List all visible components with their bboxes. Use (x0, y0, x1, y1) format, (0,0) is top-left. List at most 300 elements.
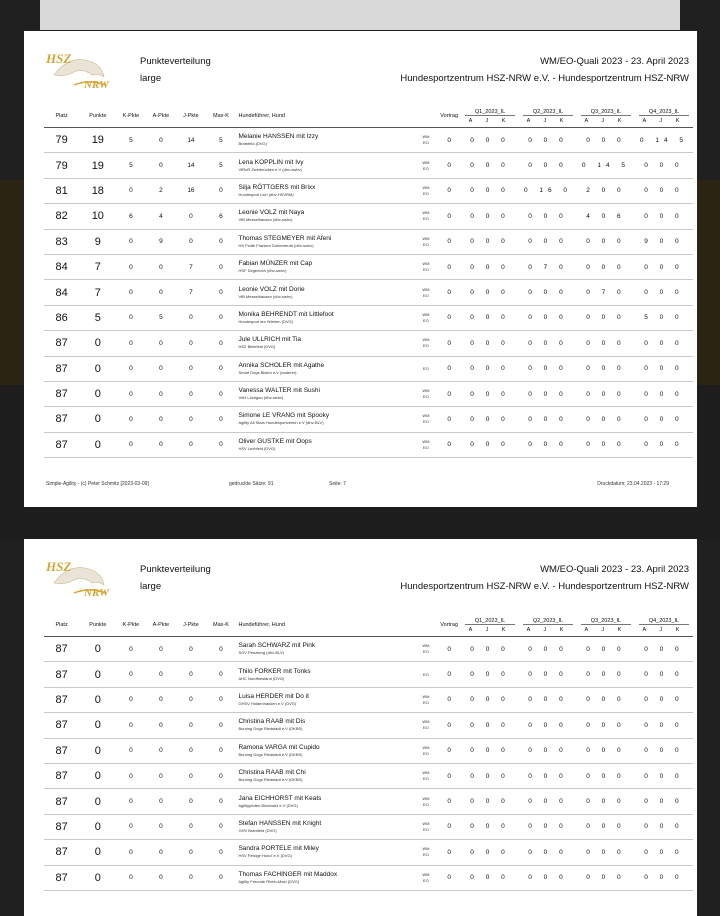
qualification-flag: EO (422, 140, 429, 146)
cell-k-pkte: 0 (116, 637, 145, 662)
cell-handler (236, 687, 414, 712)
table-row (44, 331, 693, 356)
cell-handler (236, 305, 414, 330)
cell-we-eo (415, 407, 438, 432)
cell-q4: 0 0 0 (635, 814, 693, 839)
cell-q4: 0 0 0 (635, 662, 693, 687)
cell-q1: 0 0 0 (461, 789, 519, 814)
col-q4: Q4_2023_IL A J K (635, 614, 693, 637)
table-row (44, 738, 693, 763)
cell-max-k: 0 (205, 738, 236, 763)
header-left (140, 53, 211, 87)
cell-q3: 0 0 0 (577, 687, 635, 712)
qualification-flag: WM (422, 795, 430, 801)
cell-punkte: 0 (79, 407, 116, 432)
qualification-flag: WM (422, 413, 430, 419)
organizer: Hundesportzentrum HSZ-NRW e.V. - Hundesportzentrum HSZ-NRW (400, 581, 689, 592)
cell-vortrag: 0 (437, 331, 461, 356)
cell-q2: 0 0 0 (519, 789, 577, 814)
table-header-row (44, 614, 693, 637)
handler-dog-name: Leonie VOLZ mit Dorie (238, 285, 305, 293)
cell-platz: 87 (44, 407, 79, 432)
handler-dog-name: Silja RÖTTGERS mit Brixx (238, 183, 316, 191)
cell-we-eo (415, 840, 438, 865)
cell-q1: 0 0 0 (461, 178, 519, 203)
cell-max-k: 0 (205, 637, 236, 662)
cell-platz: 87 (44, 637, 79, 662)
footer-page-number: Seite: 7 (329, 481, 346, 487)
col-q1: Q1_2023_IL A J K (461, 614, 519, 637)
cell-q4: 0 0 0 (635, 331, 693, 356)
cell-q1: 0 0 0 (461, 432, 519, 457)
cell-vortrag: 0 (437, 229, 461, 254)
cell-q4: 0 0 0 (635, 407, 693, 432)
table-row (44, 381, 693, 406)
table-row (44, 229, 693, 254)
cell-q2: 0 16 0 (519, 178, 577, 203)
cell-q1: 0 0 0 (461, 305, 519, 330)
cell-a-pkte: 0 (145, 687, 176, 712)
qualification-flag: EO (422, 216, 429, 222)
cell-j-pkte: 7 (176, 280, 205, 305)
qualification-flag: EO (422, 317, 429, 323)
cell-a-pkte: 0 (145, 763, 176, 788)
cell-q3: 0 0 0 (577, 637, 635, 662)
cell-j-pkte: 0 (176, 865, 205, 890)
table-row (44, 432, 693, 457)
cell-j-pkte: 7 (176, 254, 205, 279)
cell-q3: 0 14 5 (577, 153, 635, 178)
handler-dog-name: Christina RAAB mit Chi (238, 769, 306, 777)
cell-vortrag: 0 (437, 662, 461, 687)
cell-max-k: 0 (205, 814, 236, 839)
qualification-flag: WM (422, 337, 430, 343)
cell-j-pkte: 0 (176, 331, 205, 356)
cell-q1: 0 0 0 (461, 713, 519, 738)
table-row (44, 305, 693, 330)
qualification-flag: EO (422, 292, 429, 298)
cell-we-eo (415, 432, 438, 457)
previous-page-strip (40, 0, 680, 30)
cell-handler (236, 178, 414, 203)
col-q4: Q4_2023_IL A J K (635, 105, 693, 128)
qualification-flag: WM (422, 134, 430, 140)
qualification-flag: WM (422, 311, 430, 317)
cell-handler (236, 814, 414, 839)
cell-vortrag: 0 (437, 713, 461, 738)
cell-q2: 0 0 0 (519, 840, 577, 865)
cell-q1: 0 0 0 (461, 763, 519, 788)
cell-platz: 87 (44, 662, 79, 687)
cell-handler (236, 204, 414, 229)
cell-k-pkte: 0 (116, 280, 145, 305)
logo-text-nrw: NRW (84, 587, 109, 599)
logo-text-hsz: HSZ (46, 559, 72, 574)
handler-dog-name: Luisa HERDER mit Do it (238, 692, 309, 700)
cell-we-eo (415, 763, 438, 788)
hsz-nrw-logo (44, 553, 114, 607)
cell-platz: 87 (44, 814, 79, 839)
cell-q2: 0 0 0 (519, 381, 577, 406)
handler-dog-name: Thomas STEGMEYER mit Afeni (238, 234, 332, 242)
cell-a-pkte: 0 (145, 432, 176, 457)
cell-punkte: 10 (79, 204, 116, 229)
cell-j-pkte: 14 (176, 153, 205, 178)
cell-q4: 0 0 0 (635, 254, 693, 279)
cell-handler (236, 128, 414, 153)
cell-a-pkte: 0 (145, 865, 176, 890)
cell-vortrag: 0 (437, 738, 461, 763)
handler-dog-name: Thilo FORKER mit Tonks (238, 667, 311, 675)
footer-printed-count: gedruckte Sätze: 91 (229, 481, 274, 487)
cell-q3: 0 0 0 (577, 840, 635, 865)
col-platz: Platz (44, 614, 79, 637)
cell-k-pkte: 0 (116, 331, 145, 356)
cell-a-pkte: 0 (145, 331, 176, 356)
cell-punkte: 0 (79, 331, 116, 356)
handler-dog-name: Vanessa WALTER mit Sushi (238, 387, 320, 395)
qualification-flag: EO (422, 419, 429, 425)
cell-q1: 0 0 0 (461, 128, 519, 153)
cell-j-pkte: 16 (176, 178, 205, 203)
table-row (44, 153, 693, 178)
qualification-flag: EO (422, 649, 429, 655)
table-row (44, 407, 693, 432)
qualification-flag: WM (422, 210, 430, 216)
cell-a-pkte: 0 (145, 128, 176, 153)
cell-j-pkte: 0 (176, 407, 205, 432)
qualification-flag: WM (422, 820, 430, 826)
cell-a-pkte: 0 (145, 280, 176, 305)
cell-k-pkte: 0 (116, 865, 145, 890)
cell-k-pkte: 0 (116, 789, 145, 814)
cell-q3: 2 0 0 (577, 178, 635, 203)
event-title: WM/EO-Quali 2023 - 23. April 2023 (540, 564, 689, 575)
cell-punkte: 0 (79, 865, 116, 890)
report-title: Punkteverteilung (140, 56, 211, 67)
cell-handler (236, 254, 414, 279)
col-q1: Q1_2023_IL A J K (461, 105, 519, 128)
club-name: HSV Lechfeld (DVG) (238, 445, 276, 451)
col-vortrag: Vortrag (437, 105, 461, 128)
cell-q3: 0 7 0 (577, 280, 635, 305)
cell-k-pkte: 0 (116, 814, 145, 839)
col-k-pkte: K-Pkte (116, 614, 145, 637)
cell-platz: 87 (44, 687, 79, 712)
cell-q1: 0 0 0 (461, 637, 519, 662)
cell-q4: 0 0 0 (635, 356, 693, 381)
cell-q2: 0 0 0 (519, 229, 577, 254)
cell-q1: 0 0 0 (461, 687, 519, 712)
cell-platz: 87 (44, 865, 79, 890)
cell-we-eo (415, 738, 438, 763)
cell-platz: 83 (44, 229, 79, 254)
cell-we-eo (415, 662, 438, 687)
table-row (44, 128, 693, 153)
col-platz: Platz (44, 105, 79, 128)
cell-max-k: 0 (205, 178, 236, 203)
cell-j-pkte: 0 (176, 738, 205, 763)
ranking-table (44, 614, 693, 891)
cell-a-pkte: 0 (145, 662, 176, 687)
table-row (44, 280, 693, 305)
cell-q4: 0 0 0 (635, 763, 693, 788)
cell-q1: 0 0 0 (461, 407, 519, 432)
cell-platz: 79 (44, 153, 79, 178)
cell-q2: 0 7 0 (519, 254, 577, 279)
qualification-flag: WM (422, 261, 430, 267)
table-row (44, 662, 693, 687)
cell-we-eo (415, 356, 438, 381)
table-row (44, 814, 693, 839)
cell-we-eo (415, 814, 438, 839)
cell-j-pkte: 0 (176, 204, 205, 229)
cell-punkte: 0 (79, 432, 116, 457)
cell-a-pkte: 5 (145, 305, 176, 330)
cell-q4: 0 0 0 (635, 204, 693, 229)
cell-max-k: 0 (205, 865, 236, 890)
table-row (44, 254, 693, 279)
cell-max-k: 6 (205, 204, 236, 229)
cell-max-k: 0 (205, 254, 236, 279)
cell-vortrag: 0 (437, 280, 461, 305)
cell-q2: 0 0 0 (519, 662, 577, 687)
cell-a-pkte: 9 (145, 229, 176, 254)
cell-we-eo (415, 254, 438, 279)
col-handler: Hundeführer, Hund (236, 105, 414, 128)
cell-max-k: 0 (205, 432, 236, 457)
cell-k-pkte: 0 (116, 356, 145, 381)
qualification-flag: EO (422, 267, 429, 273)
handler-dog-name: Sarah SCHWARZ mit Pink (238, 642, 316, 650)
cell-platz: 87 (44, 713, 79, 738)
cell-q3: 0 0 0 (577, 814, 635, 839)
cell-j-pkte: 0 (176, 713, 205, 738)
cell-a-pkte: 2 (145, 178, 176, 203)
cell-max-k: 0 (205, 229, 236, 254)
cell-we-eo (415, 178, 438, 203)
cell-punkte: 0 (79, 840, 116, 865)
cell-q4: 0 0 0 (635, 153, 693, 178)
club-name: Agility All Stars Hundesportverein e.V (dhv-BLV) (238, 420, 324, 426)
cell-a-pkte: 0 (145, 254, 176, 279)
club-name: HSZ Bielefeld (DVG) (238, 344, 276, 350)
cell-j-pkte: 0 (176, 662, 205, 687)
club-name: Agilitypfoten Blochwitz e.V (DVG) (238, 802, 298, 808)
cell-q3: 0 0 0 (577, 229, 635, 254)
club-name: Hundesport Lich (dhv-HSVRM) (238, 191, 294, 197)
cell-a-pkte: 0 (145, 407, 176, 432)
cell-k-pkte: 0 (116, 407, 145, 432)
organizer: Hundesportzentrum HSZ-NRW e.V. - Hundesportzentrum HSZ-NRW (400, 73, 689, 84)
club-name: Agility Freunde Rhein-Main (DVG) (238, 878, 300, 884)
qualification-flag: EO (422, 343, 429, 349)
cell-k-pkte: 5 (116, 128, 145, 153)
cell-handler (236, 381, 414, 406)
cell-k-pkte: 0 (116, 381, 145, 406)
qualification-flag: EO (422, 241, 429, 247)
handler-dog-name: Monika BEHRENDT mit Littlefoot (238, 310, 334, 318)
cell-k-pkte: 0 (116, 254, 145, 279)
cell-handler (236, 153, 414, 178)
cell-we-eo (415, 381, 438, 406)
handler-dog-name: Annika SCHOLER mit Agathe (238, 361, 325, 369)
header-right (400, 53, 689, 87)
cell-q3: 0 0 0 (577, 305, 635, 330)
handler-dog-name: Ramona VARGA mit Cupido (238, 743, 320, 751)
col-j-pkte: J-Pkte (176, 614, 205, 637)
cell-k-pkte: 0 (116, 713, 145, 738)
col-max-k: Max-K (205, 614, 236, 637)
qualification-flag: WM (422, 235, 430, 241)
cell-k-pkte: 0 (116, 763, 145, 788)
size-class: large (140, 581, 162, 592)
cell-punkte: 0 (79, 381, 116, 406)
cell-punkte: 0 (79, 637, 116, 662)
qualification-flag: EO (422, 750, 429, 756)
cell-platz: 87 (44, 331, 79, 356)
header-right (400, 561, 689, 595)
cell-q3: 0 0 0 (577, 662, 635, 687)
cell-platz: 87 (44, 763, 79, 788)
cell-vortrag: 0 (437, 763, 461, 788)
cell-platz: 87 (44, 381, 79, 406)
cell-handler (236, 713, 414, 738)
club-name: SGV Penzberg (dhv-BLV) (238, 650, 284, 656)
cell-q4: 0 0 0 (635, 178, 693, 203)
cell-max-k: 5 (205, 153, 236, 178)
cell-q1: 0 0 0 (461, 840, 519, 865)
cell-handler (236, 763, 414, 788)
col-punkte: Punkte (79, 614, 116, 637)
cell-platz: 84 (44, 254, 79, 279)
cell-j-pkte: 0 (176, 229, 205, 254)
cell-we-eo (415, 153, 438, 178)
cell-platz: 86 (44, 305, 79, 330)
footer-print-date: Druckdatum: 23.04.2023 - 17:29 (597, 481, 669, 487)
cell-platz: 87 (44, 432, 79, 457)
cell-j-pkte: 0 (176, 814, 205, 839)
cell-platz: 87 (44, 738, 79, 763)
qualification-flag: EO (422, 801, 429, 807)
cell-we-eo (415, 865, 438, 890)
qualification-flag: WM (422, 184, 430, 190)
cell-q2: 0 0 0 (519, 865, 577, 890)
club-name: VfRuR Zweibrücken e.V (dhv-swhv) (238, 166, 302, 172)
cell-j-pkte: 0 (176, 432, 205, 457)
cell-q1: 0 0 0 (461, 254, 519, 279)
cell-q3: 0 0 0 (577, 738, 635, 763)
qualification-flag: EO (422, 394, 429, 400)
cell-q4: 0 0 0 (635, 687, 693, 712)
qualification-flag: WM (422, 871, 430, 877)
cell-we-eo (415, 789, 438, 814)
cell-j-pkte: 0 (176, 789, 205, 814)
cell-k-pkte: 0 (116, 305, 145, 330)
club-name: HSV Fetzige Hund' e.V (DVG) (238, 853, 292, 859)
cell-vortrag: 0 (437, 789, 461, 814)
cell-vortrag: 0 (437, 305, 461, 330)
cell-q3: 0 0 0 (577, 381, 635, 406)
club-name: Hundesport am Wiehen (DVG) (238, 318, 293, 324)
cell-punkte: 0 (79, 356, 116, 381)
handler-dog-name: Christina RAAB mit Dis (238, 718, 306, 726)
cell-a-pkte: 0 (145, 713, 176, 738)
result-page-2 (24, 539, 697, 916)
cell-punkte: 0 (79, 662, 116, 687)
table-row (44, 356, 693, 381)
club-name: Smart Dogs Bisten e.V (anderer) (238, 369, 297, 375)
cell-vortrag: 0 (437, 128, 461, 153)
cell-punkte: 0 (79, 763, 116, 788)
cell-handler (236, 407, 414, 432)
cell-q3: 0 0 0 (577, 713, 635, 738)
cell-vortrag: 0 (437, 840, 461, 865)
cell-q1: 0 0 0 (461, 356, 519, 381)
cell-handler (236, 738, 414, 763)
cell-punkte: 0 (79, 713, 116, 738)
club-name: VdH Löchgau (dhv-swhv) (238, 395, 284, 401)
cell-handler (236, 280, 414, 305)
event-title: WM/EO-Quali 2023 - 23. April 2023 (540, 56, 689, 67)
col-a-pkte: A-Pkte (145, 614, 176, 637)
cell-punkte: 0 (79, 814, 116, 839)
cell-we-eo (415, 331, 438, 356)
cell-q2: 0 0 0 (519, 407, 577, 432)
cell-platz: 87 (44, 840, 79, 865)
cell-q3: 0 0 0 (577, 407, 635, 432)
qualification-flag: EO (422, 699, 429, 705)
result-page-1 (24, 31, 697, 507)
cell-max-k: 0 (205, 789, 236, 814)
hsz-nrw-logo (44, 45, 114, 99)
qualification-flag: WM (422, 438, 430, 444)
table-row (44, 763, 693, 788)
handler-dog-name: Simone LE VRANG mit Spooky (238, 412, 330, 420)
cell-q4: 0 0 0 (635, 840, 693, 865)
ranking-table (44, 105, 693, 458)
logo-text-hsz: HSZ (46, 51, 72, 66)
cell-q3: 0 0 0 (577, 331, 635, 356)
col-handler: Hundeführer, Hund (236, 614, 414, 637)
cell-k-pkte: 0 (116, 840, 145, 865)
cell-j-pkte: 0 (176, 687, 205, 712)
table-row (44, 789, 693, 814)
handler-dog-name: Sandra PORTELE mit Miley (238, 845, 319, 853)
cell-max-k: 0 (205, 763, 236, 788)
cell-q3: 0 0 0 (577, 254, 635, 279)
cell-punkte: 0 (79, 738, 116, 763)
cell-we-eo (415, 204, 438, 229)
cell-punkte: 9 (79, 229, 116, 254)
col-vortrag: Vortrag (437, 614, 461, 637)
cell-q3: 0 0 0 (577, 128, 635, 153)
cell-max-k: 0 (205, 280, 236, 305)
cell-max-k: 5 (205, 128, 236, 153)
club-name: VfB Messelhausen (dhv-swhv) (238, 293, 293, 299)
qualification-flag: EO (422, 826, 429, 832)
cell-q1: 0 0 0 (461, 331, 519, 356)
cell-a-pkte: 0 (145, 840, 176, 865)
cell-q2: 0 0 0 (519, 687, 577, 712)
cell-j-pkte: 0 (176, 840, 205, 865)
cell-q3: 0 0 0 (577, 865, 635, 890)
cell-q3: 4 0 6 (577, 204, 635, 229)
cell-vortrag: 0 (437, 865, 461, 890)
cell-punkte: 0 (79, 687, 116, 712)
qualification-flag: EO (422, 725, 429, 731)
cell-punkte: 7 (79, 254, 116, 279)
